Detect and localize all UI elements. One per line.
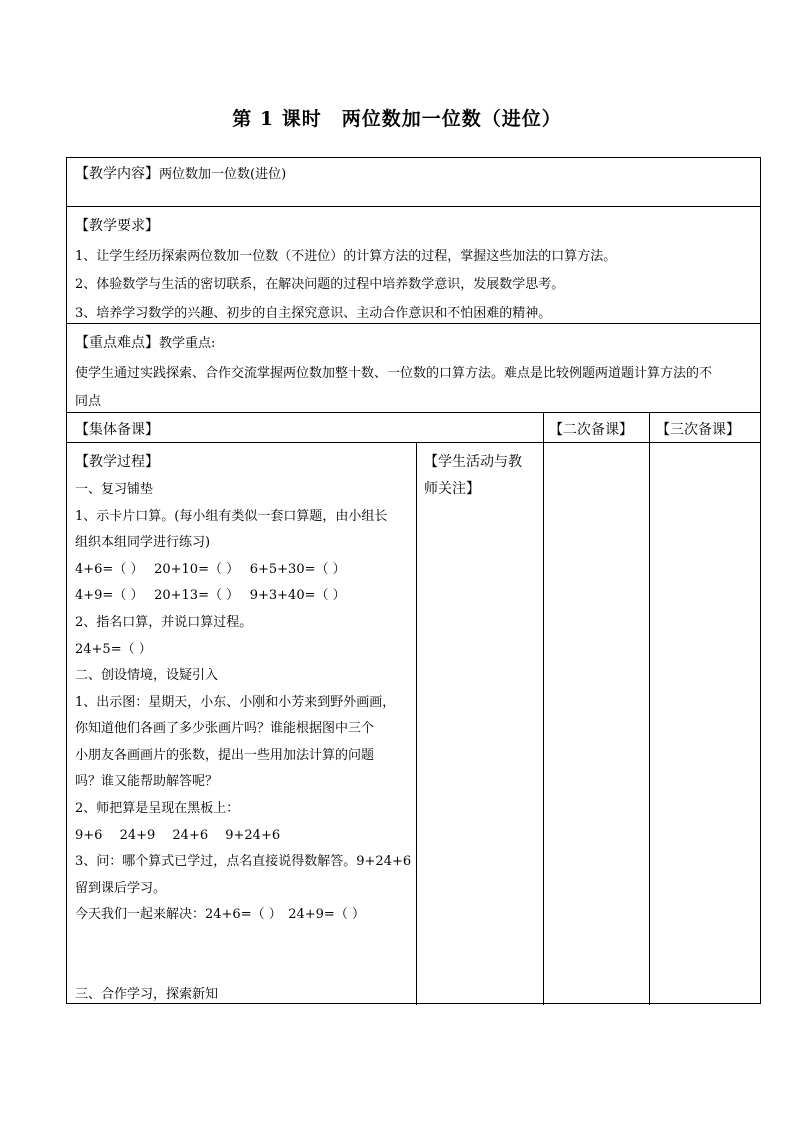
process-label: 【教学过程】 bbox=[75, 454, 159, 470]
process-line: 2、指名口算，并说口算过程。 bbox=[75, 615, 253, 630]
process-line: 24+5=（ ） bbox=[75, 642, 152, 657]
content-row bbox=[67, 158, 760, 207]
divider-third bbox=[649, 413, 650, 1005]
process-line: 2、师把算是呈现在黑板上： bbox=[75, 801, 240, 816]
lesson-plan-table bbox=[66, 157, 761, 1004]
requirement-item-1: 1、让学生经历探索两位数加一位数（不进位）的计算方法的过程，掌握这些加法的口算方法。 bbox=[75, 249, 617, 264]
requirement-item-3: 3、培养学习数学的兴趣、初步的自主探究意识、主动合作意识和不怕困难的精神。 bbox=[75, 306, 552, 321]
requirements-row bbox=[67, 207, 760, 324]
activity-cell bbox=[416, 443, 543, 1005]
process-line: 4+6=（ ） 20+10=（ ） 6+5+30=（ ） bbox=[75, 562, 346, 577]
process-line: 你知道他们各画了多少张画片吗？谁能根据图中三个 bbox=[75, 721, 375, 736]
keypoints-line-2: 同点 bbox=[75, 394, 102, 409]
keypoints-header bbox=[75, 332, 215, 352]
process-line: 1、出示图：星期天，小东、小刚和小芳来到野外画画， bbox=[75, 695, 396, 710]
process-line: 一、复习铺垫 bbox=[75, 482, 154, 497]
process-line: 9+6 24+9 24+6 9+24+6 bbox=[75, 828, 281, 843]
keypoints-line-1: 使学生通过实践探索、合作交流掌握两位数加整十数、一位数的口算方法。难点是比较例题两道题计算方法的不 bbox=[75, 366, 713, 381]
keypoints-row bbox=[67, 324, 760, 413]
keypoints-label: 【重点难点】 bbox=[75, 335, 159, 351]
process-line: 三、合作学习，探索新知 bbox=[75, 987, 219, 1002]
process-line: 小朋友各画画片的张数，提出一些用加法计算的问题 bbox=[75, 748, 375, 763]
process-line: 组织本组同学进行练习) bbox=[75, 535, 211, 550]
process-line: 二、创设情境，设疑引入 bbox=[75, 668, 219, 683]
process-line: 4+9=（ ） 20+13=（ ） 9+3+40=（ ） bbox=[75, 588, 346, 603]
page-title: 第 1 课时 两位数加一位数（进位） bbox=[232, 108, 562, 130]
prep-header-row bbox=[67, 413, 760, 443]
content-cell bbox=[75, 163, 286, 183]
process-line: 3、问：哪个算式已学过，点名直接说得数解答。9+24+6 bbox=[75, 854, 412, 869]
process-line: 留到课后学习。 bbox=[75, 881, 167, 896]
second-prep-header: 【二次备课】 bbox=[549, 422, 633, 438]
process-line: 今天我们一起来解决：24+6=（ ） 24+9=（ ） bbox=[75, 907, 365, 922]
collective-prep-header: 【集体备课】 bbox=[75, 422, 159, 438]
process-line: 吗？谁又能帮助解答呢？ bbox=[75, 774, 219, 789]
third-prep-header: 【三次备课】 bbox=[656, 422, 740, 438]
divider-second bbox=[543, 413, 544, 1005]
activity-label-line-2: 师关注】 bbox=[424, 481, 480, 497]
content-label: 【教学内容】 bbox=[75, 166, 159, 182]
process-cell bbox=[67, 443, 416, 1005]
requirement-item-2: 2、体验数学与生活的密切联系，在解决问题的过程中培养数学意识，发展数学思考。 bbox=[75, 277, 565, 292]
process-line: 1、示卡片口算。(每小组有类似一套口算题，由小组长 bbox=[75, 509, 388, 524]
content-text: 两位数加一位数(进位) bbox=[159, 167, 287, 182]
activity-label-line-1: 【学生活动与教 bbox=[424, 454, 522, 470]
requirements-label: 【教学要求】 bbox=[75, 218, 159, 234]
keypoints-sub-label: 教学重点: bbox=[159, 336, 216, 351]
